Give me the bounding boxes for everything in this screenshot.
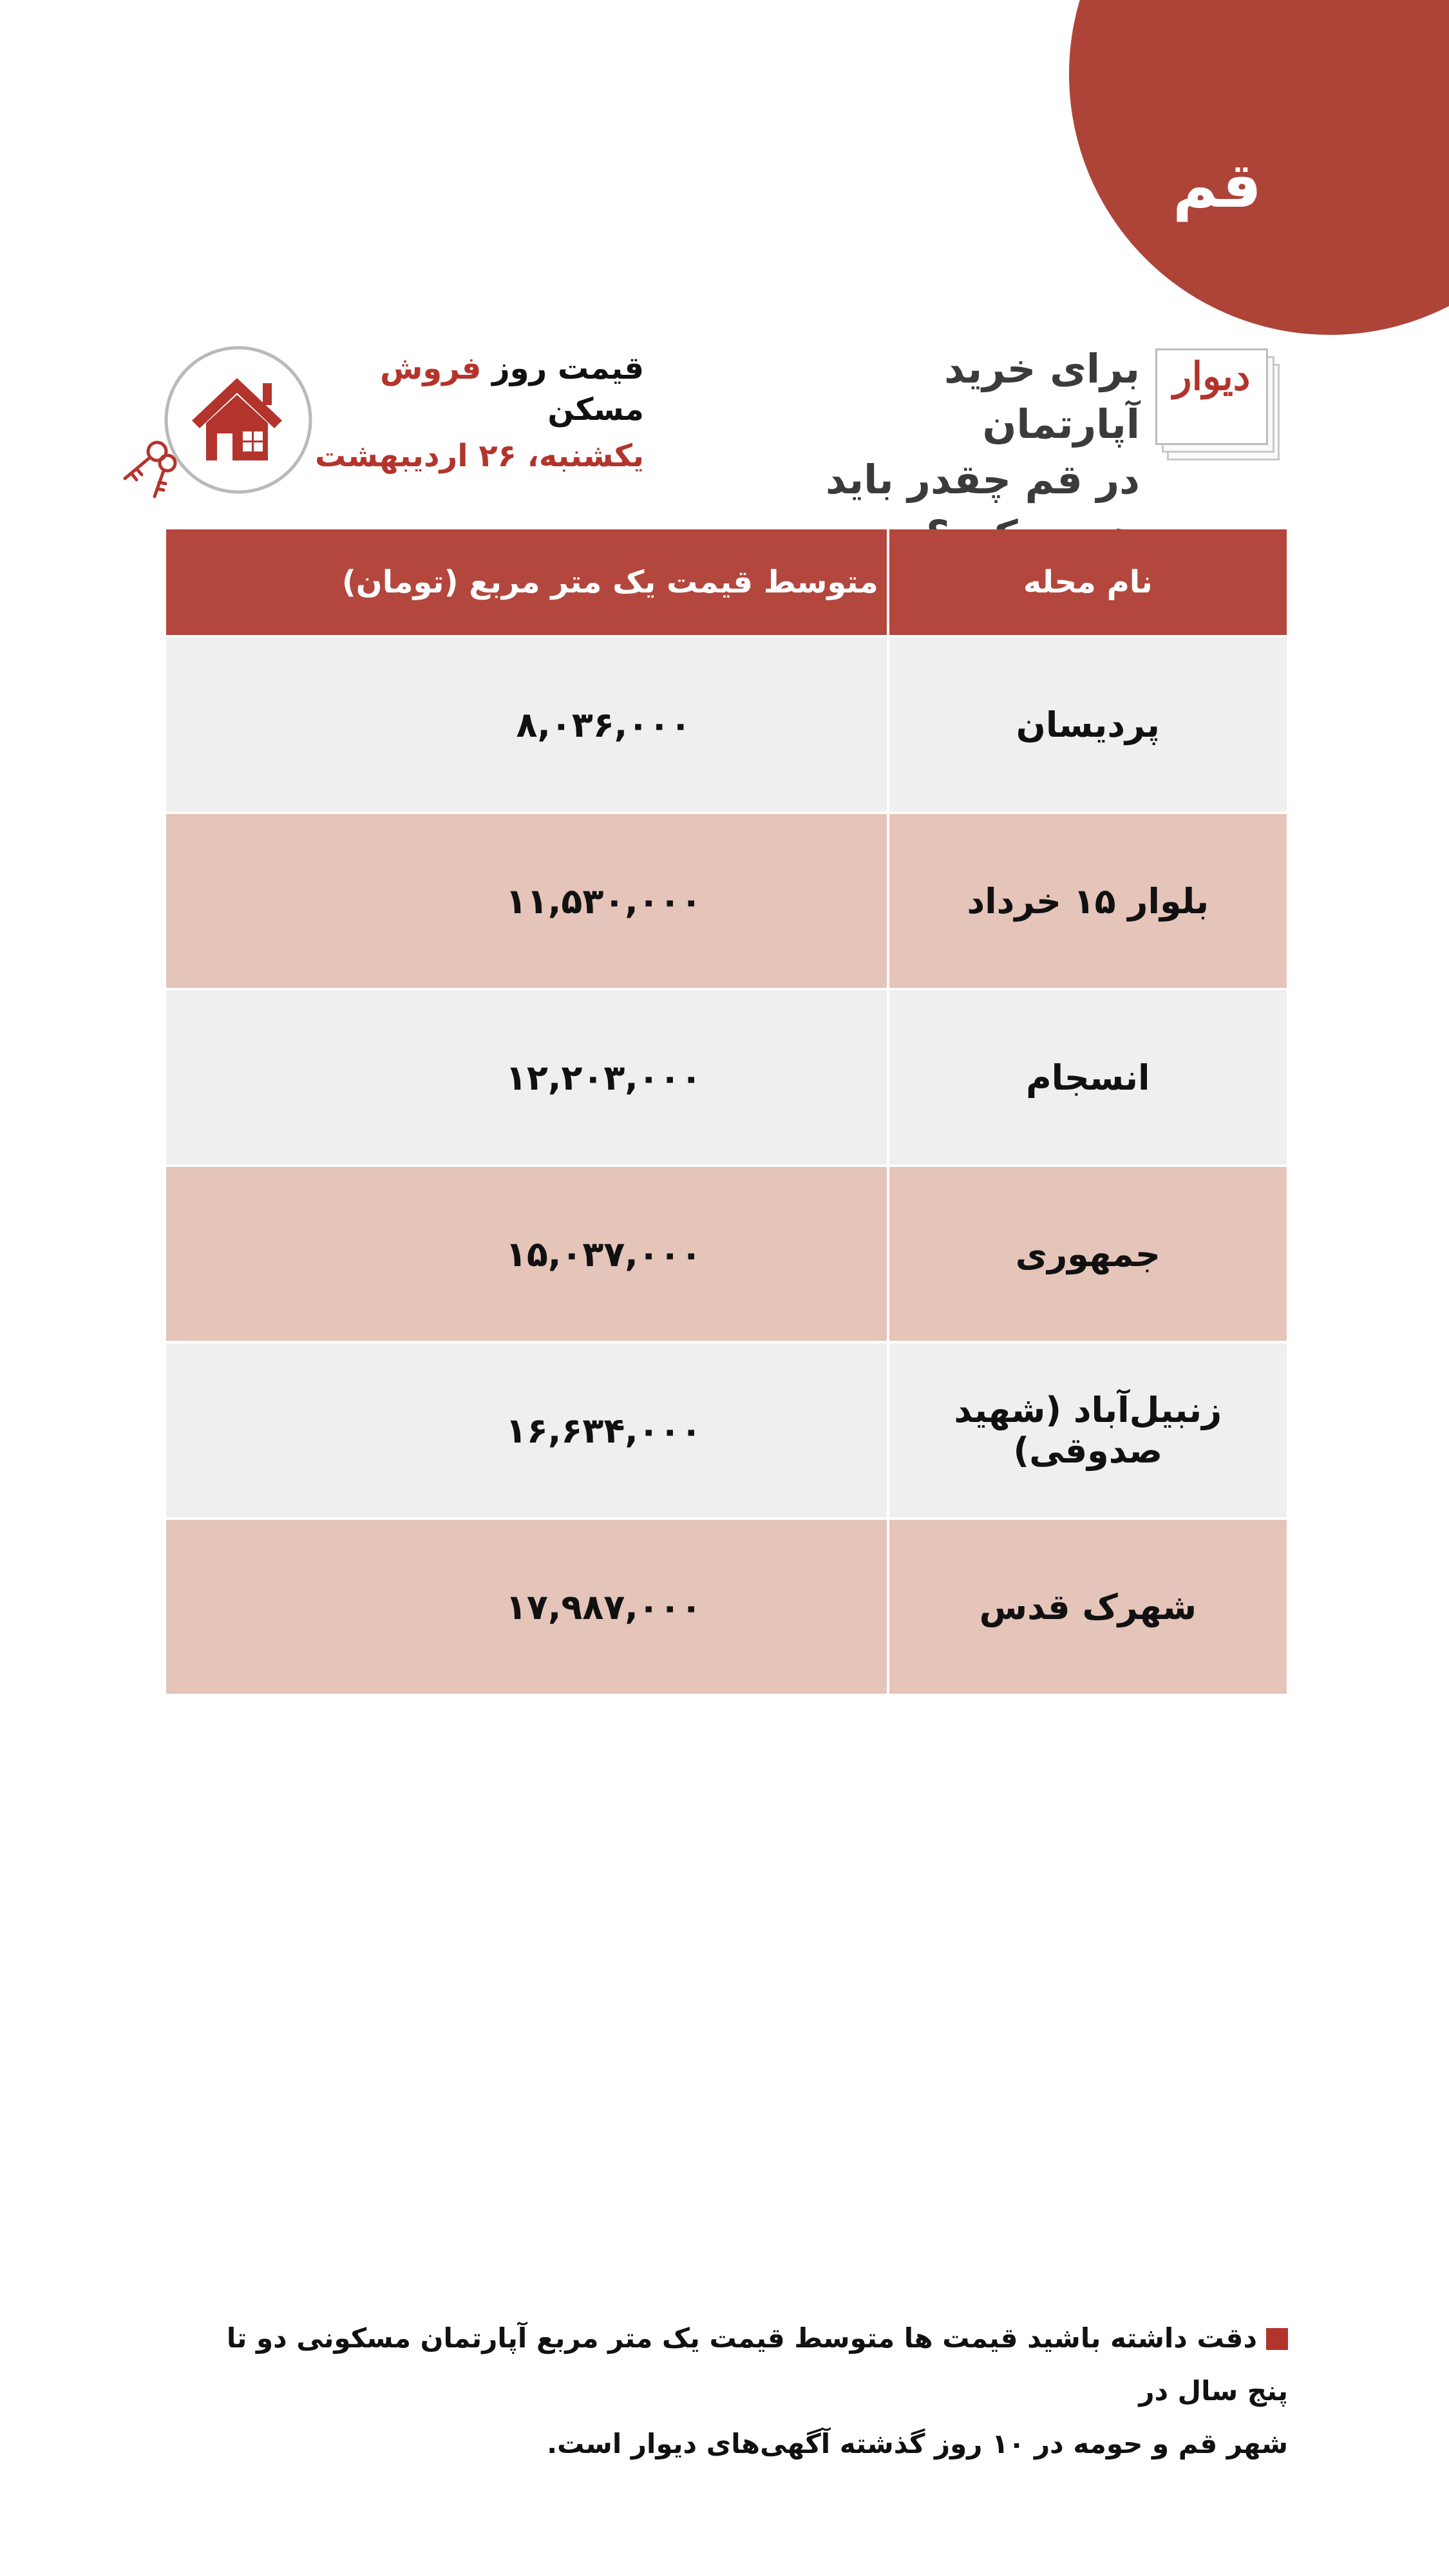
header-price: متوسط قیمت یک متر مربع (تومان) xyxy=(166,529,888,636)
neighborhood-price: ۱۵,۰۳۷,۰۰۰ xyxy=(166,1166,888,1342)
footnote-text-2: شهر قم و حومه در ۱۰ روز گذشته آگهی‌های دیوار است. xyxy=(547,2428,1288,2459)
subtitle-title xyxy=(309,348,644,430)
neighborhood-name: بلوار ۱۵ خرداد xyxy=(888,813,1287,989)
neighborhood-name: جمهوری xyxy=(888,1166,1287,1342)
subtitle-suffix: مسکن xyxy=(547,392,644,428)
neighborhood-name: انسجام xyxy=(888,989,1287,1166)
table-row xyxy=(166,636,1287,813)
price-table xyxy=(166,529,1287,1694)
subtitle-accent: فروش xyxy=(380,350,482,386)
square-bullet-icon xyxy=(1266,2328,1288,2350)
neighborhood-name: شهرک قدس xyxy=(888,1519,1287,1694)
table-row xyxy=(166,989,1287,1166)
table-row xyxy=(166,1166,1287,1342)
subtitle-prefix: قیمت روز xyxy=(481,350,644,386)
neighborhood-price: ۱۱,۵۳۰,۰۰۰ xyxy=(166,813,888,989)
table-row xyxy=(166,1342,1287,1519)
table-header-row xyxy=(166,529,1287,636)
subtitle xyxy=(309,348,644,482)
neighborhood-price: ۸,۰۳۶,۰۰۰ xyxy=(166,636,888,813)
divar-logo xyxy=(1151,345,1280,467)
footnote xyxy=(206,2312,1288,2470)
footnote-text-1: دقت داشته باشید قیمت ها متوسط قیمت یک متر مربع آپارتمان مسکونی دو تا پنج سال در xyxy=(226,2322,1288,2407)
house-with-keys-icon xyxy=(116,338,322,506)
subtitle-date: یکشنبه، ۲۶ اردیبهشت xyxy=(314,438,644,474)
headline-line-2: در قم چقدر باید xyxy=(826,456,1140,503)
neighborhood-price: ۱۶,۶۳۴,۰۰۰ xyxy=(166,1342,888,1519)
table-row xyxy=(166,1519,1287,1694)
neighborhood-price: ۱۲,۲۰۳,۰۰۰ xyxy=(166,989,888,1166)
neighborhood-price: ۱۷,۹۸۷,۰۰۰ xyxy=(166,1519,888,1694)
logo-wordmark: دیوار xyxy=(1173,354,1251,399)
table-row xyxy=(166,813,1287,989)
footnote-line-1 xyxy=(206,2312,1288,2418)
neighborhood-name: زنبیل‌آباد (شهید صدوقی) xyxy=(888,1342,1287,1519)
header-neighborhood: نام محله xyxy=(888,529,1287,636)
headline-line-1: برای خرید آپارتمان xyxy=(944,345,1140,448)
neighborhood-name: پردیسان xyxy=(888,636,1287,813)
city-name: قم xyxy=(1172,149,1262,222)
